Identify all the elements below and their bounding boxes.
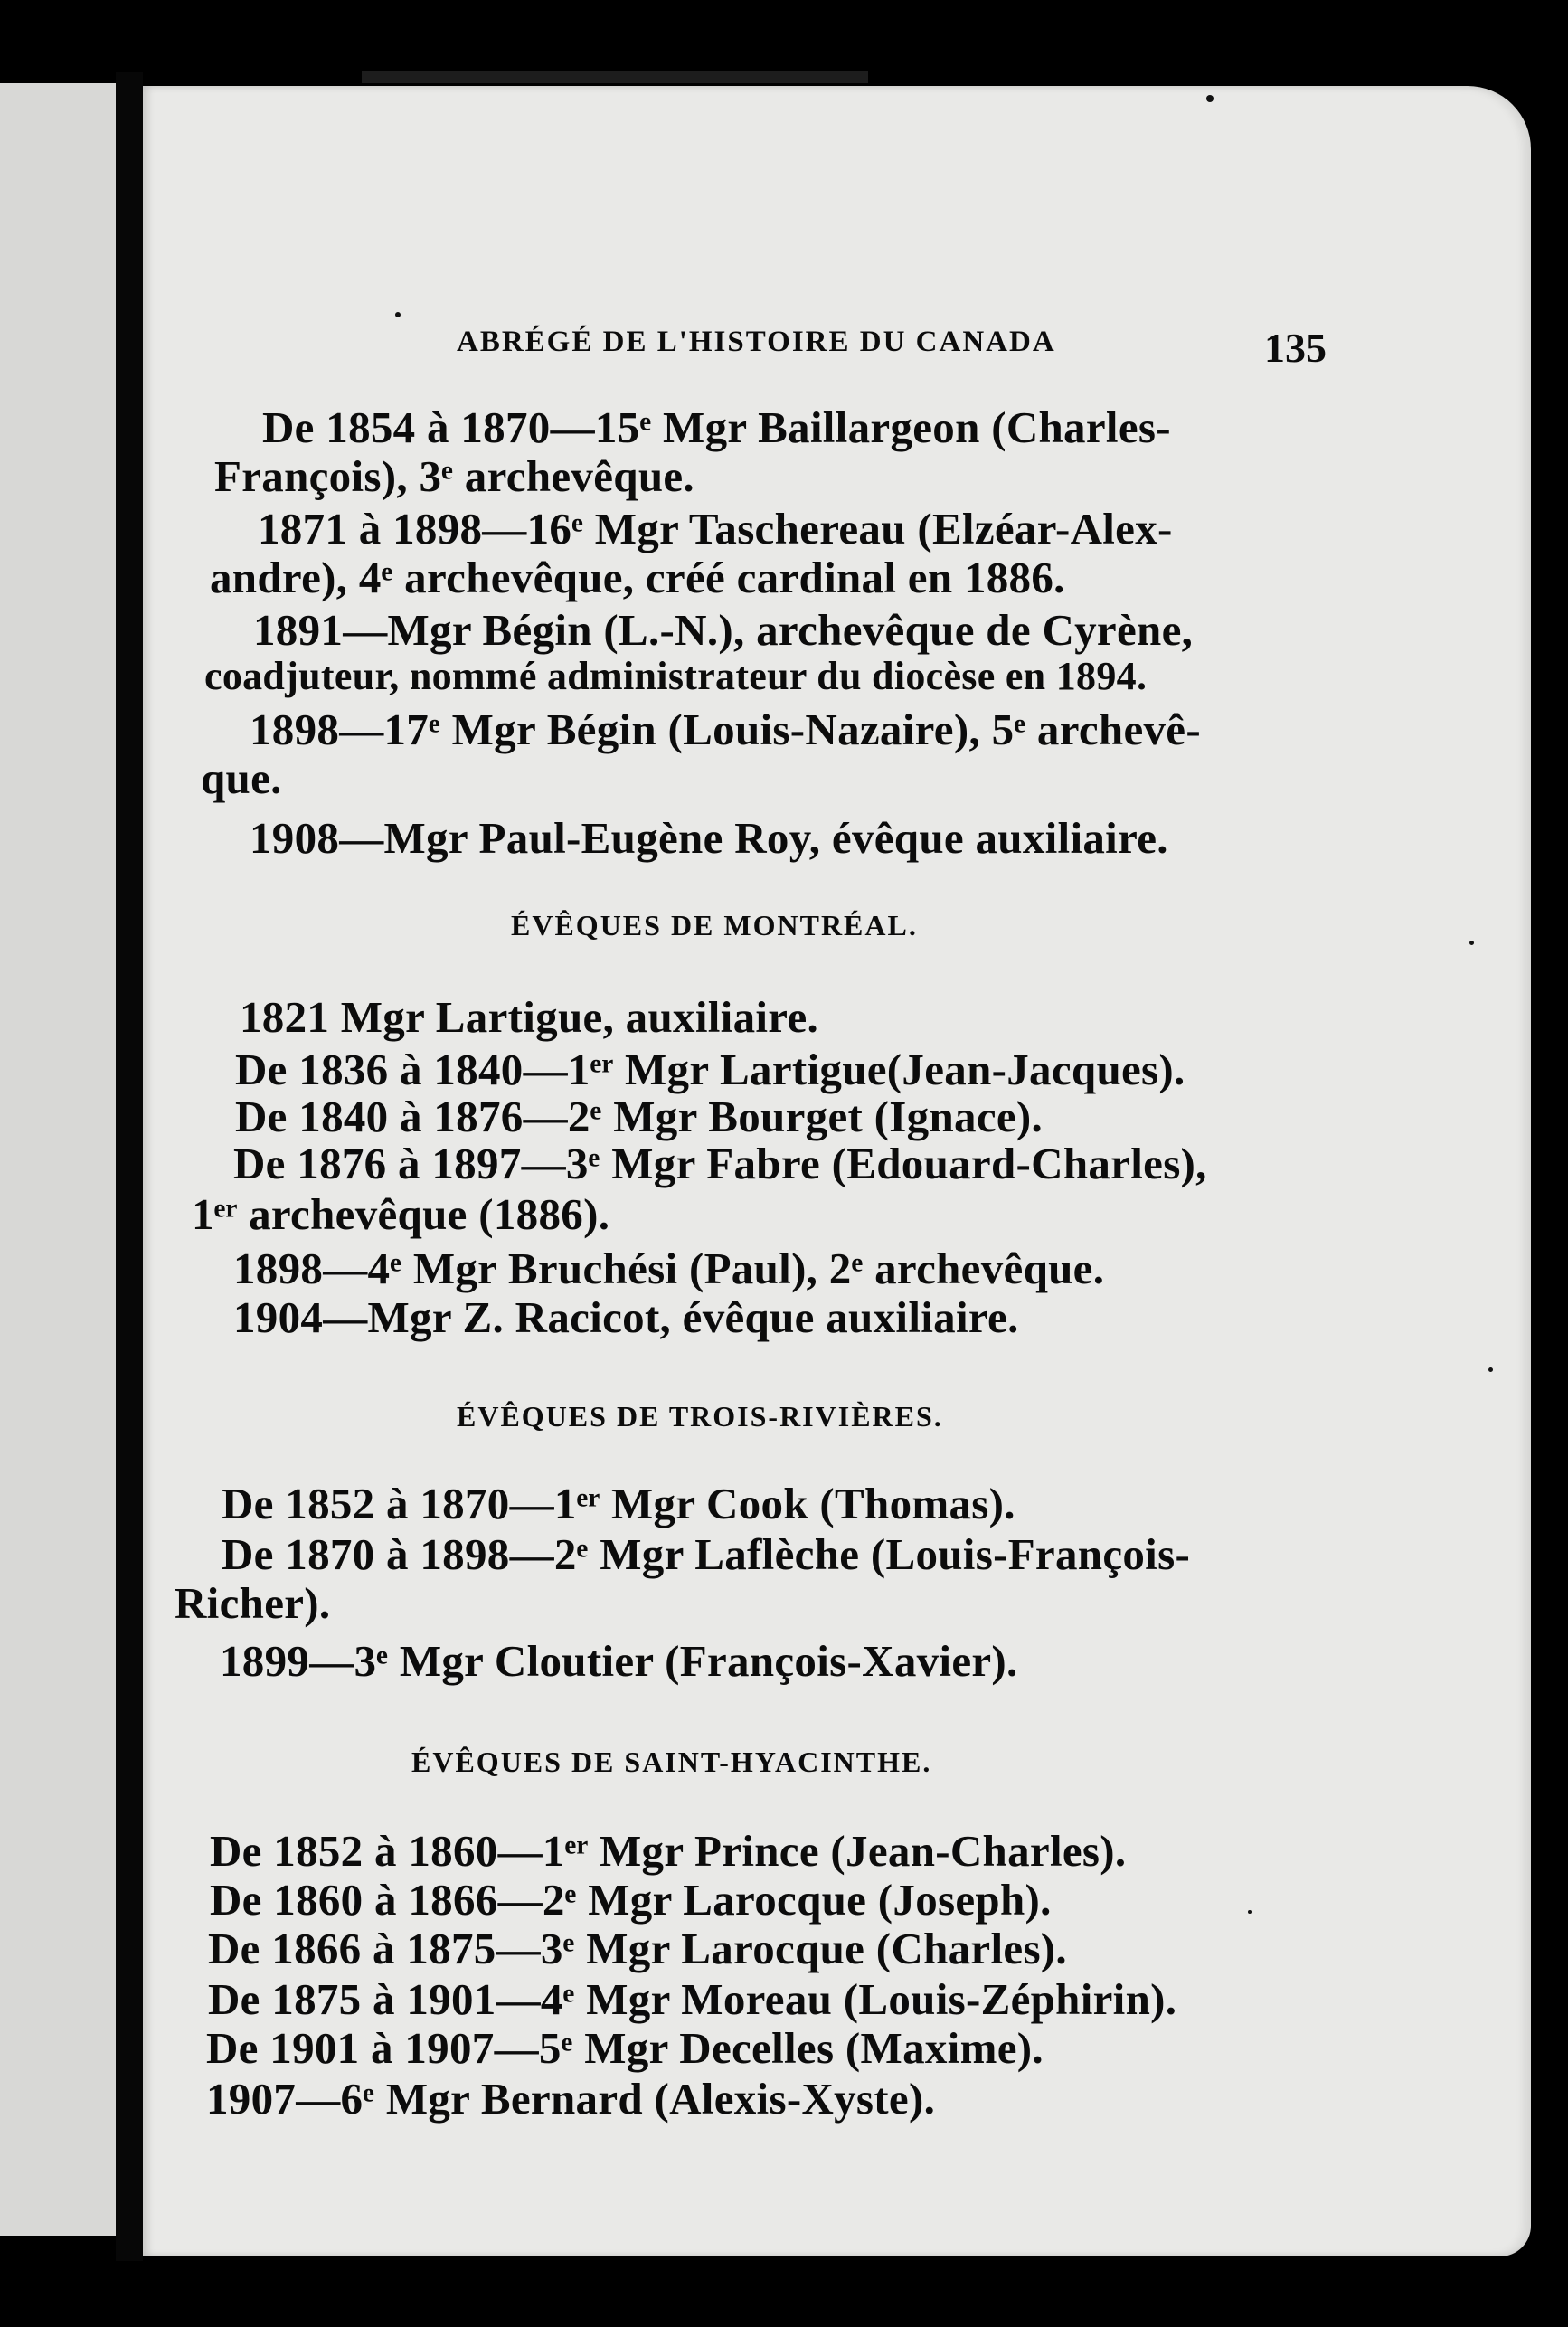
running-title: ABRÉGÉ DE L'HISTOIRE DU CANADA: [457, 326, 1056, 358]
section-heading: ÉVÊQUES DE MONTRÉAL.: [511, 909, 918, 941]
scan-speck: [1469, 941, 1474, 945]
text-line: De 1901 à 1907—5ᵉ Mgr Decelles (Maxime).: [206, 2023, 1044, 2073]
text-line: De 1876 à 1897—3ᵉ Mgr Fabre (Edouard-Charles),: [233, 1139, 1207, 1188]
book-gutter: [116, 72, 143, 2261]
text-line: que.: [201, 753, 282, 803]
text-line: De 1836 à 1840—1ᵉʳ Mgr Lartigue(Jean-Jacques).: [235, 1045, 1185, 1094]
scan-speck: [1206, 95, 1214, 102]
text-line: 1ᵉʳ archevêque (1886).: [192, 1189, 610, 1239]
text-line: 1891—Mgr Bégin (L.-N.), archevêque de Cyrène,: [253, 605, 1194, 655]
text-line: De 1866 à 1875—3ᵉ Mgr Larocque (Charles).: [208, 1924, 1067, 1973]
page-number: 135: [1264, 325, 1327, 371]
text-line: 1898—17ᵉ Mgr Bégin (Louis-Nazaire), 5ᵉ archevê-: [250, 705, 1201, 754]
facing-page-edge: [0, 83, 116, 2236]
text-line: 1899—3ᵉ Mgr Cloutier (François-Xavier).: [220, 1636, 1018, 1686]
text-line: 1821 Mgr Lartigue, auxiliaire.: [240, 992, 819, 1042]
scan-speck: [1488, 1367, 1493, 1372]
text-line: De 1860 à 1866—2ᵉ Mgr Larocque (Joseph).: [210, 1875, 1052, 1925]
text-line: De 1852 à 1860—1ᵉʳ Mgr Prince (Jean-Charles).: [210, 1826, 1127, 1876]
text-line: De 1852 à 1870—1ᵉʳ Mgr Cook (Thomas).: [222, 1479, 1015, 1528]
text-line: François), 3ᵉ archevêque.: [214, 451, 694, 501]
scan-speck: [395, 312, 401, 317]
text-line: De 1840 à 1876—2ᵉ Mgr Bourget (Ignace).: [235, 1092, 1044, 1141]
text-line: andre), 4ᵉ archevêque, créé cardinal en 1886.: [210, 553, 1065, 602]
section-heading: ÉVÊQUES DE SAINT-HYACINTHE.: [411, 1745, 932, 1778]
text-line: De 1875 à 1901—4ᵉ Mgr Moreau (Louis-Zéphirin).: [208, 1974, 1177, 2024]
scan-speck: [1248, 1910, 1252, 1914]
text-line: De 1854 à 1870—15ᵉ Mgr Baillargeon (Charles-: [262, 402, 1171, 452]
text-line: 1898—4ᵉ Mgr Bruchési (Paul), 2ᵉ archevêque.: [233, 1244, 1105, 1293]
text-line: De 1870 à 1898—2ᵉ Mgr Laflèche (Louis-François-: [222, 1529, 1191, 1579]
scan-edge-strip: [362, 71, 868, 83]
section-heading: ÉVÊQUES DE TROIS-RIVIÈRES.: [457, 1400, 943, 1433]
text-line: 1871 à 1898—16ᵉ Mgr Taschereau (Elzéar-Alex-: [258, 504, 1173, 553]
text-line: Richer).: [175, 1578, 331, 1628]
text-line: 1907—6ᵉ Mgr Bernard (Alexis-Xyste).: [206, 2074, 936, 2124]
text-line: 1904—Mgr Z. Racicot, évêque auxiliaire.: [233, 1292, 1019, 1342]
text-line: coadjuteur, nommé administrateur du diocèse en 1894.: [204, 654, 1148, 698]
text-line: 1908—Mgr Paul-Eugène Roy, évêque auxiliaire.: [250, 813, 1168, 863]
